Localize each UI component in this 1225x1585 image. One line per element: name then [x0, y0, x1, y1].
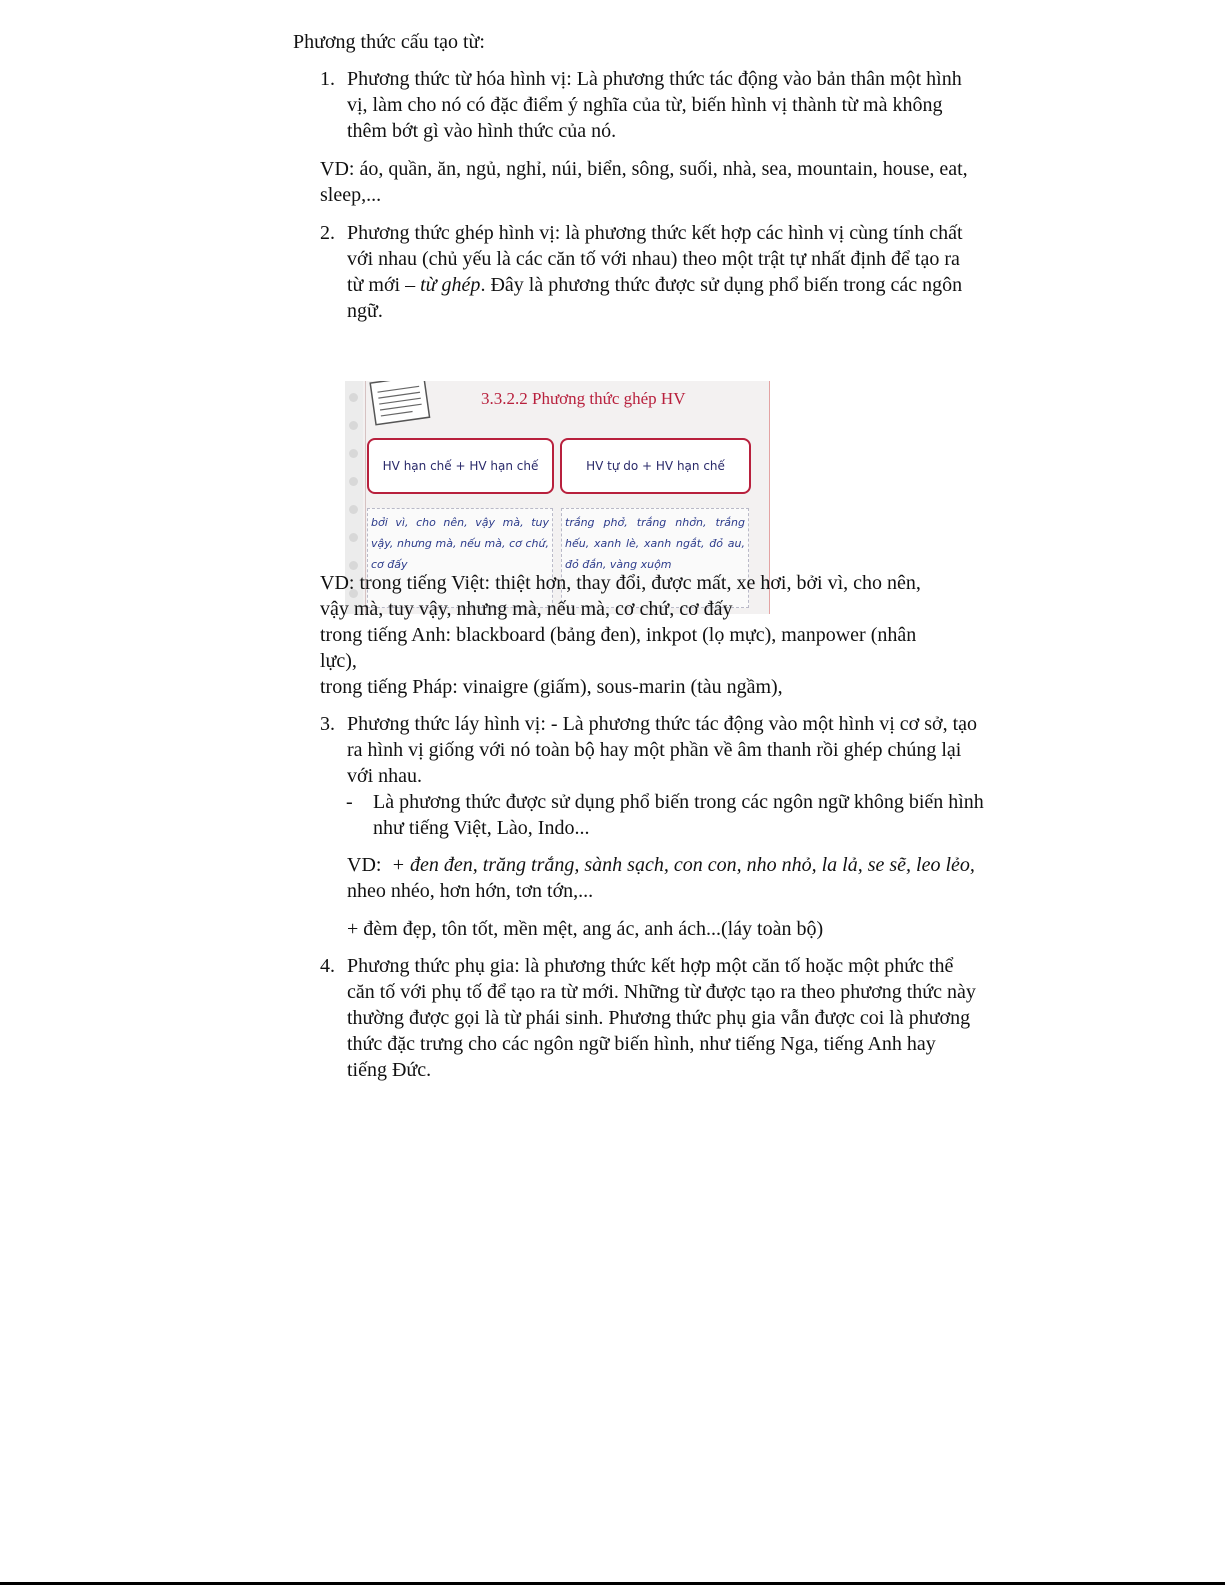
examples-box-left: bởi vì, cho nên, vậy mà, tuy vậy, nhưng mà, nếu mà, cơ chứ, cơ đấy [367, 508, 553, 608]
slide-title: 3.3.2.2 Phương thức ghép HV [481, 389, 686, 408]
example-2-line: VD: trong tiếng Việt: thiệt hơn, thay đổi, được mất, xe hơi, bởi vì, cho nên, [320, 572, 921, 594]
examples-box-right: trắng phở, trắng nhởn, trắng hếu, xanh lè, xanh ngắt, đỏ au, đỏ đắn, vàng xuộm [561, 508, 749, 608]
list-item-3 [320, 711, 980, 789]
example-2-line: trong tiếng Anh: blackboard (bảng đen), inkpot (lọ mực), manpower (nhân [320, 624, 917, 646]
list-number: 4. [320, 955, 335, 977]
list-number: 1. [320, 68, 335, 90]
italic-examples: + đen đen, trăng trắng, sành sạch, con con, nho nhỏ, la lả, se sẽ, leo lẻo, [391, 854, 975, 876]
example-2-line: trong tiếng Pháp: vinaigre (giấm), sous-marin (tàu ngầm), [320, 676, 783, 698]
list-item-1 [320, 66, 980, 144]
binder-hole [349, 561, 358, 570]
category-box-right: HV tự do + HV hạn chế [560, 438, 751, 494]
text-part: nheo nhéo, hơn hớn, tơn tớn,... [347, 880, 594, 902]
list-item-text: Phương thức láy hình vị: - Là phương thức tác động vào một hình vị cơ sở, tạo ra hình vị giống với nó toàn bộ hay một phần về âm thanh rồi ghép chúng lại với nhau. [347, 713, 978, 787]
binder-hole [349, 421, 358, 430]
binder-hole [349, 449, 358, 458]
example-2-line: vậy mà, tuy vậy, nhưng mà, nếu mà, cơ chứ, cơ đấy [320, 598, 733, 620]
binder-hole [349, 505, 358, 514]
sub-item-dash: - [346, 791, 353, 813]
example-1: VD: áo, quần, ăn, ngủ, nghỉ, núi, biển, sông, suối, nhà, sea, mountain, house, eat, sleep,... [320, 158, 968, 206]
list-item-2 [320, 220, 980, 324]
binder-hole [349, 393, 358, 402]
text-part: Phương thức ghép hình vị: là phương thức kết hợp các hình vị cùng tính chất với nhau (chủ yếu là các căn tố với nhau) theo một trật tự nhất định để tạo ra từ mới – [347, 222, 963, 296]
example-2-line: lực), [320, 650, 357, 672]
list-number: 3. [320, 713, 335, 735]
list-item-text [347, 220, 980, 324]
example-3 [347, 852, 977, 904]
text-part: VD: [347, 854, 392, 876]
list-number: 2. [320, 222, 335, 244]
notepaper-icon [367, 381, 435, 427]
binder-hole [349, 477, 358, 486]
list-item-4 [320, 953, 980, 1083]
sub-item [346, 789, 986, 841]
italic-term: từ ghép [420, 274, 481, 296]
binder-hole [349, 533, 358, 542]
category-box-left: HV hạn chế + HV hạn chế [367, 438, 554, 494]
list-item-text: Phương thức từ hóa hình vị: Là phương thức tác động vào bản thân một hình vị, làm cho nó có đặc điểm ý nghĩa của từ, biến hình vị thành từ mà không thêm bớt gì vào hình thức của nó. [347, 68, 962, 142]
page-heading: Phương thức cấu tạo từ: [293, 31, 485, 53]
example-3-line2: + đèm đẹp, tôn tốt, mền mệt, ang ác, anh ách...(láy toàn bộ) [347, 918, 824, 940]
list-item-text: Phương thức phụ gia: là phương thức kết hợp một căn tố hoặc một phức thể căn tố với phụ tố để tạo ra từ mới. Những từ được tạo ra theo phương thức này thường được gọi là từ phái sinh. Phương thức phụ gia vẫn được coi là phương thức đặc trưng cho các ngôn ngữ biến hình, như tiếng Nga, tiếng Anh hay tiếng Đức. [347, 955, 976, 1081]
sub-item-text: Là phương thức được sử dụng phổ biến trong các ngôn ngữ không biến hình như tiếng Việt, Lào, Indo... [373, 791, 984, 839]
text-part: . Đây là phương thức được sử dụng phổ biến trong các ngôn ngữ. [347, 274, 963, 322]
